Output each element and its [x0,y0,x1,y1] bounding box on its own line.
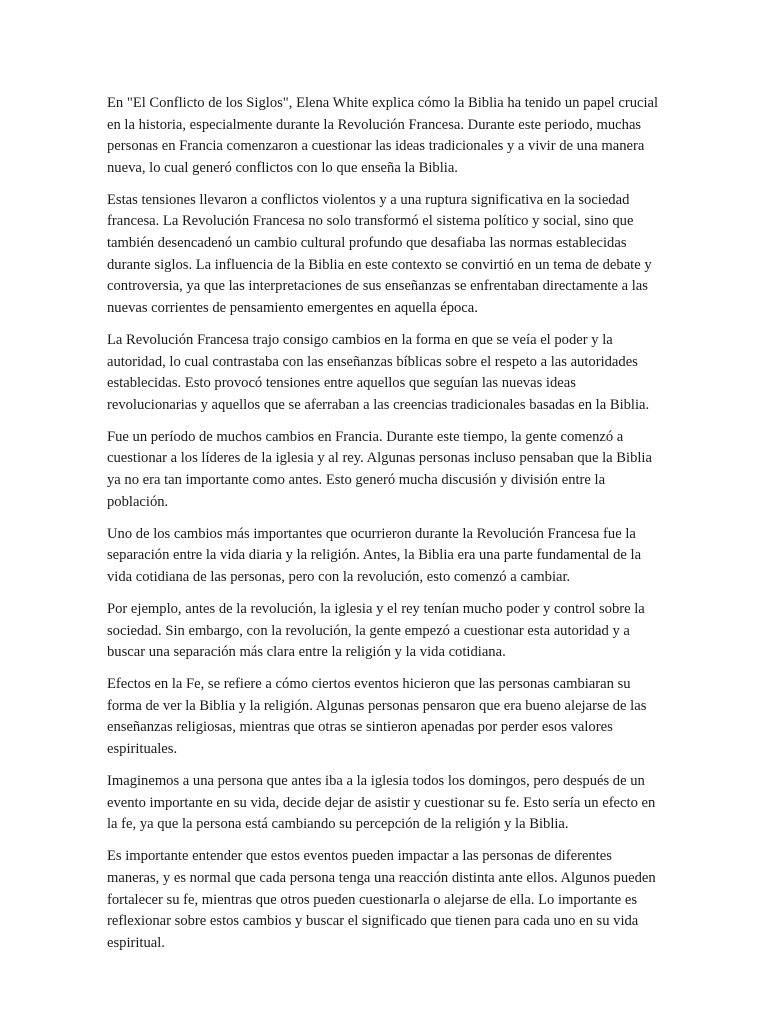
paragraph-8: Imaginemos a una persona que antes iba a la iglesia todos los domingos, pero después de un evento importante en su vida, decide dejar de asistir y cuestionar su fe. Esto sería un efecto en la fe, ya que la persona está cambiando su percepción de la religión y la Biblia. [107,773,656,833]
paragraph-6: Por ejemplo, antes de la revolución, la iglesia y el rey tenían mucho poder y control sobre la sociedad. Sin embargo, con la revolución, la gente empezó a cuestionar esta autoridad y a buscar una separación más clara entre la religión y la vida cotidiana. [107,600,645,661]
paragraph-3: La Revolución Francesa trajo consigo cambios en la forma en que se veía el poder y la autoridad, lo cual contrastaba con las enseñanzas bíblicas sobre el respeto a las autoridades establecidas. Esto provocó tensiones entre aquellos que seguían las nuevas ideas revolucionarias y aquellos que se aferraban a las creencias tradicionales basadas en la Biblia. [107,331,650,413]
paragraph-4: Fue un período de muchos cambios en Francia. Durante este tiempo, la gente comenzó a cuestionar a los líderes de la iglesia y al rey. Algunas personas incluso pensaban que la Biblia ya no era tan importante como antes. Esto generó mucha discusión y división entre la población. [107,428,652,510]
paragraph-7: Efectos en la Fe, se refiere a cómo ciertos eventos hicieron que las personas cambiaran su forma de ver la Biblia y la religión. Algunas personas pensaron que era bueno alejarse de las enseñanzas religiosas, mientras que otras se sintieron apenadas por perder esos valores espirituales. [107,676,647,758]
document-body [107,93,665,965]
paragraph-9: Es importante entender que estos eventos pueden impactar a las personas de diferentes maneras, y es normal que cada persona tenga una reacción distinta ante ellos. Algunos pueden fortalecer su fe, mientras que otros pueden cuestionarla o alejarse de ella. Lo importante es reflexionar sobre estos cambios y buscar el significado que tienen para cada uno en su vida espiritual. [107,848,656,951]
paragraph-2: Estas tensiones llevaron a conflictos violentos y a una ruptura significativa en la sociedad francesa. La Revolución Francesa no solo transformó el sistema político y social, sino que también desencadenó un cambio cultural profundo que desafiaba las normas establecidas durante siglos. La influencia de la Biblia en este contexto se convirtió en un tema de debate y controversia, ya que las interpretaciones de sus enseñanzas se enfrentaban directamente a las nuevas corrientes de pensamiento emergentes en aquella época. [107,191,652,316]
paragraph-1: En "El Conflicto de los Siglos", Elena White explica cómo la Biblia ha tenido un papel crucial en la historia, especialmente durante la Revolución Francesa. Durante este periodo, muchas personas en Francia comenzaron a cuestionar las ideas tradicionales y a vivir de una manera nueva, lo cual generó conflictos con lo que enseña la Biblia. [107,95,659,176]
paragraph-5: Uno de los cambios más importantes que ocurrieron durante la Revolución Francesa fue la separación entre la vida diaria y la religión. Antes, la Biblia era una parte fundamental de la vida cotidiana de las personas, pero con la revolución, esto comenzó a cambiar. [107,525,642,585]
